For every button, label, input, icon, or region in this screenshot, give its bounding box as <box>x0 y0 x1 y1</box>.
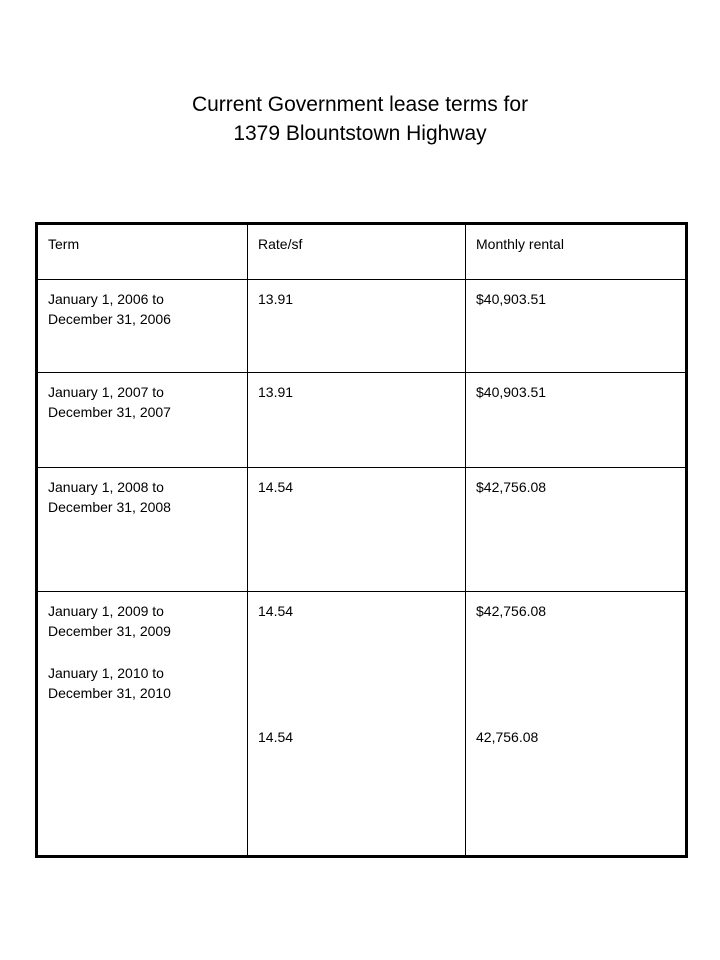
table-row <box>37 280 687 372</box>
term-start: January 1, 2006 to <box>48 291 164 308</box>
rate-value: 13.91 <box>258 291 294 308</box>
monthly-spacer <box>476 621 685 727</box>
page-title <box>0 90 720 148</box>
header-term-cell <box>37 224 248 280</box>
header-monthly-cell <box>466 224 687 280</box>
monthly-cell <box>466 591 687 856</box>
table-row <box>37 591 687 856</box>
header-monthly: Monthly rental <box>476 236 564 252</box>
monthly-cell <box>466 372 687 467</box>
term-spacer <box>48 641 247 663</box>
term-end: December 31, 2007 <box>48 403 171 420</box>
monthly-value-2010: 42,756.08 <box>476 728 539 745</box>
monthly-value: $42,756.08 <box>476 602 547 619</box>
term-start: January 1, 2007 to <box>48 383 164 400</box>
rate-spacer <box>258 621 465 727</box>
table-row <box>37 372 687 467</box>
term-end: December 31, 2008 <box>48 499 171 516</box>
rate-value: 14.54 <box>258 602 294 619</box>
rate-cell <box>248 280 466 372</box>
term-end: December 31, 2009 <box>48 622 171 639</box>
monthly-cell <box>466 468 687 592</box>
term-cell <box>37 591 248 856</box>
table-row <box>37 468 687 592</box>
monthly-value: $40,903.51 <box>476 383 547 400</box>
rate-value-2010: 14.54 <box>258 728 294 745</box>
rate-value: 13.91 <box>258 383 294 400</box>
term-start-2010: January 1, 2010 to <box>48 664 164 681</box>
term-cell <box>37 280 248 372</box>
term-start: January 1, 2009 to <box>48 602 164 619</box>
term-end-2010: December 31, 2010 <box>48 684 171 701</box>
term-cell <box>37 372 248 467</box>
header-rate: Rate/sf <box>258 236 303 252</box>
header-rate-cell <box>248 224 466 280</box>
rate-value: 14.54 <box>258 479 294 496</box>
monthly-value: $40,903.51 <box>476 291 547 308</box>
header-term: Term <box>48 236 80 252</box>
table-header-row <box>37 224 687 280</box>
monthly-value: $42,756.08 <box>476 479 547 496</box>
monthly-cell <box>466 280 687 372</box>
rate-cell <box>248 372 466 467</box>
term-cell <box>37 468 248 592</box>
term-start: January 1, 2008 to <box>48 479 164 496</box>
lease-terms-table <box>35 222 688 858</box>
rate-cell <box>248 591 466 856</box>
title-line-2: 1379 Blountstown Highway <box>233 122 487 145</box>
rate-cell <box>248 468 466 592</box>
term-end: December 31, 2006 <box>48 311 171 328</box>
title-line-1: Current Government lease terms for <box>191 93 529 116</box>
